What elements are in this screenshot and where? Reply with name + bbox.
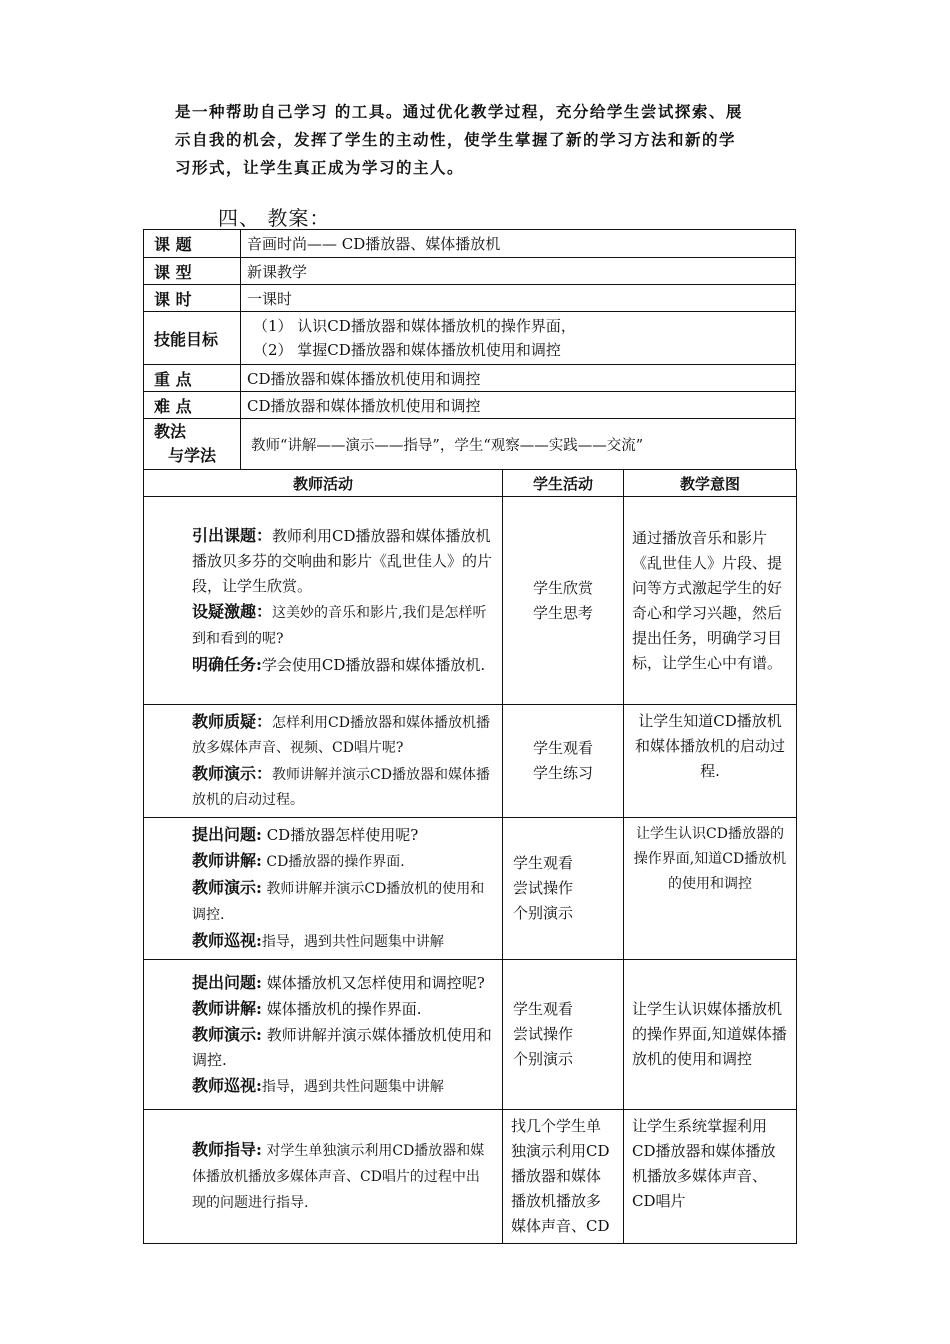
activity-text: 教师讲解并演示CD播放机的使用和调控. <box>192 881 485 923</box>
activity-text: 教师讲解并演示CD播放器和媒体播放机的启动过程。 <box>192 767 490 808</box>
teacher-activity <box>144 497 503 705</box>
student-line: 学生观看 <box>532 739 593 757</box>
activity-text: 教师讲解并演示媒体播放机使用和调控. <box>192 1025 492 1069</box>
teacher-activity <box>144 1110 503 1244</box>
teaching-intent: 通过播放音乐和影片《乱世佳人》片段、提问等方式激起学生的好奇心和学习兴趣，然后提出任务，明确学习目标，让学生心中有谱。 <box>624 497 797 705</box>
activity-text: 指导，遇到共性问题集中讲解 <box>261 934 444 950</box>
activity-text: 指导，遇到共性问题集中讲解 <box>261 1078 444 1095</box>
info-row <box>144 258 796 285</box>
table-row <box>144 960 797 1110</box>
activity-keyword: 教师演示： <box>192 764 273 783</box>
table-row <box>144 818 797 960</box>
info-label <box>144 365 241 392</box>
teacher-activity <box>144 960 503 1110</box>
student-activity <box>503 818 624 960</box>
intro-line: 习形式，让学生真正成为学习的主人。 <box>175 158 465 177</box>
info-label <box>144 392 241 419</box>
info-row <box>144 392 796 419</box>
info-value: CD播放器和媒体播放机使用和调控 <box>241 392 796 419</box>
activity-keyword: 提出问题: <box>192 972 262 992</box>
label-text: 难 点 <box>154 396 192 416</box>
activity-text: 学会使用CD播放器和媒体播放机. <box>261 656 486 674</box>
info-value: 一课时 <box>241 285 796 312</box>
activity-item <box>158 822 492 848</box>
activity-item <box>158 1022 492 1073</box>
activity-item <box>158 599 492 652</box>
student-line: 尝试操作 <box>513 1025 574 1043</box>
activity-text: 对学生单独演示利用CD播放器和媒体播放机播放多媒体声音、CD唱片的过程中出现的问题进行指导. <box>192 1143 485 1211</box>
activity-keyword: 教师指导: <box>192 1140 262 1159</box>
activity-text: 教师利用CD播放器和媒体播放机播放贝多芬的交响曲和影片《乱世佳人》的片段，让学生欣赏。 <box>192 527 493 595</box>
activity-keyword: 教师巡视: <box>192 931 262 950</box>
table-row <box>144 1110 797 1244</box>
student-line: 学生观看 <box>513 1000 574 1018</box>
label-text: 课 型 <box>154 262 192 282</box>
activity-text: 这美妙的音乐和影片,我们是怎样听到和看到的呢? <box>192 605 487 647</box>
activity-table <box>143 469 797 1244</box>
teaching-intent: 让学生认识媒体播放机的操作界面,知道媒体播放机的使用和调控 <box>624 960 797 1110</box>
activity-item <box>158 996 492 1022</box>
goal-line: （2） 掌握CD播放器和媒体播放机使用和调控 <box>253 341 561 359</box>
teaching-intent: 让学生知道CD播放机和媒体播放机的启动过程. <box>624 705 797 818</box>
table-row <box>144 705 797 818</box>
student-line: 个别演示 <box>513 1050 574 1068</box>
table-header-row <box>144 470 797 497</box>
info-row <box>144 419 796 470</box>
activity-keyword: 设疑激趣： <box>192 602 273 621</box>
activity-item <box>158 523 492 599</box>
teaching-intent: 让学生认识CD播放器的操作界面,知道CD播放机的使用和调控 <box>624 818 797 960</box>
activity-item <box>158 761 492 813</box>
goal-line: （1） 认识CD播放器和媒体播放机的操作界面， <box>253 317 576 335</box>
info-label <box>144 419 241 470</box>
table-row <box>144 497 797 705</box>
info-row <box>144 230 796 258</box>
intro-paragraph <box>175 98 793 182</box>
info-value <box>241 312 796 365</box>
info-label: 技能目标 <box>144 312 241 365</box>
info-label <box>144 258 241 285</box>
student-line: 尝试操作 <box>513 879 574 897</box>
lesson-info-table <box>143 229 796 470</box>
info-value: CD播放器和媒体播放机使用和调控 <box>241 365 796 392</box>
info-value: 音画时尚—— CD播放器、媒体播放机 <box>241 230 796 258</box>
activity-item <box>158 1073 492 1100</box>
activity-keyword: 教师演示: <box>192 1024 262 1044</box>
info-row <box>144 285 796 312</box>
label-text: 课 时 <box>154 289 192 309</box>
student-activity: 找几个学生单独演示利用CD播放器和媒体播放机播放多媒体声音、CD <box>503 1110 624 1244</box>
activity-keyword: 教师巡视: <box>192 1075 262 1095</box>
teaching-intent: 让学生系统掌握利用CD播放器和媒体播放机播放多媒体声音、CD唱片 <box>624 1110 797 1244</box>
activity-item <box>158 970 492 996</box>
activity-item <box>158 848 492 875</box>
info-value: 教师“讲解——演示——指导”，学生“观察——实践——交流” <box>241 419 796 470</box>
student-activity <box>503 497 624 705</box>
student-line: 学生欣赏 <box>532 578 593 597</box>
student-activity <box>503 705 624 818</box>
info-row <box>144 312 796 365</box>
activity-keyword: 教师讲解: <box>192 851 262 870</box>
label-text: 课 题 <box>154 235 192 254</box>
intro-line: 示自我的机会，发挥了学生的主动性，使学生掌握了新的学习方法和新的学 <box>175 130 737 149</box>
info-label <box>144 230 241 258</box>
label-line: 教法 <box>154 422 187 441</box>
activity-keyword: 提出问题: <box>192 825 262 844</box>
label-text: 重 点 <box>154 369 192 389</box>
activity-text: 媒体播放机又怎样使用和调控呢? <box>261 973 485 992</box>
activity-item <box>158 875 492 928</box>
section-title: 四、 教案： <box>218 206 331 230</box>
activity-keyword: 教师讲解: <box>192 998 262 1018</box>
activity-text: CD播放器的操作界面. <box>261 854 405 870</box>
info-label <box>144 285 241 312</box>
student-line: 学生观看 <box>513 854 574 872</box>
student-line: 学生思考 <box>532 603 593 622</box>
activity-keyword: 教师质疑： <box>192 712 273 731</box>
student-activity <box>503 960 624 1110</box>
header-intent: 教学意图 <box>624 470 797 497</box>
teacher-activity <box>144 705 503 818</box>
activity-text: 媒体播放机的操作界面. <box>261 999 422 1018</box>
label-line: 与学法 <box>168 446 217 465</box>
header-teacher: 教师活动 <box>144 470 503 497</box>
activity-item <box>158 928 492 955</box>
student-line: 个别演示 <box>513 904 574 922</box>
activity-text: CD播放器怎样使用呢? <box>261 826 419 844</box>
student-line: 学生练习 <box>532 764 593 782</box>
activity-item <box>158 652 492 678</box>
header-student: 学生活动 <box>503 470 624 497</box>
intro-line: 是一种帮助自己学习 的工具。通过优化教学过程，充分给学生尝试探索、展 <box>175 102 743 121</box>
activity-keyword: 明确任务: <box>192 655 262 674</box>
activity-keyword: 引出课题： <box>192 526 273 545</box>
activity-keyword: 教师演示: <box>192 878 262 897</box>
activity-text: 怎样利用CD播放器和媒体播放机播放多媒体声音、视频、CD唱片呢? <box>192 715 490 756</box>
info-value: 新课教学 <box>241 258 796 285</box>
teacher-activity <box>144 818 503 960</box>
activity-item <box>158 1137 492 1216</box>
activity-item <box>158 709 492 761</box>
info-row <box>144 365 796 392</box>
